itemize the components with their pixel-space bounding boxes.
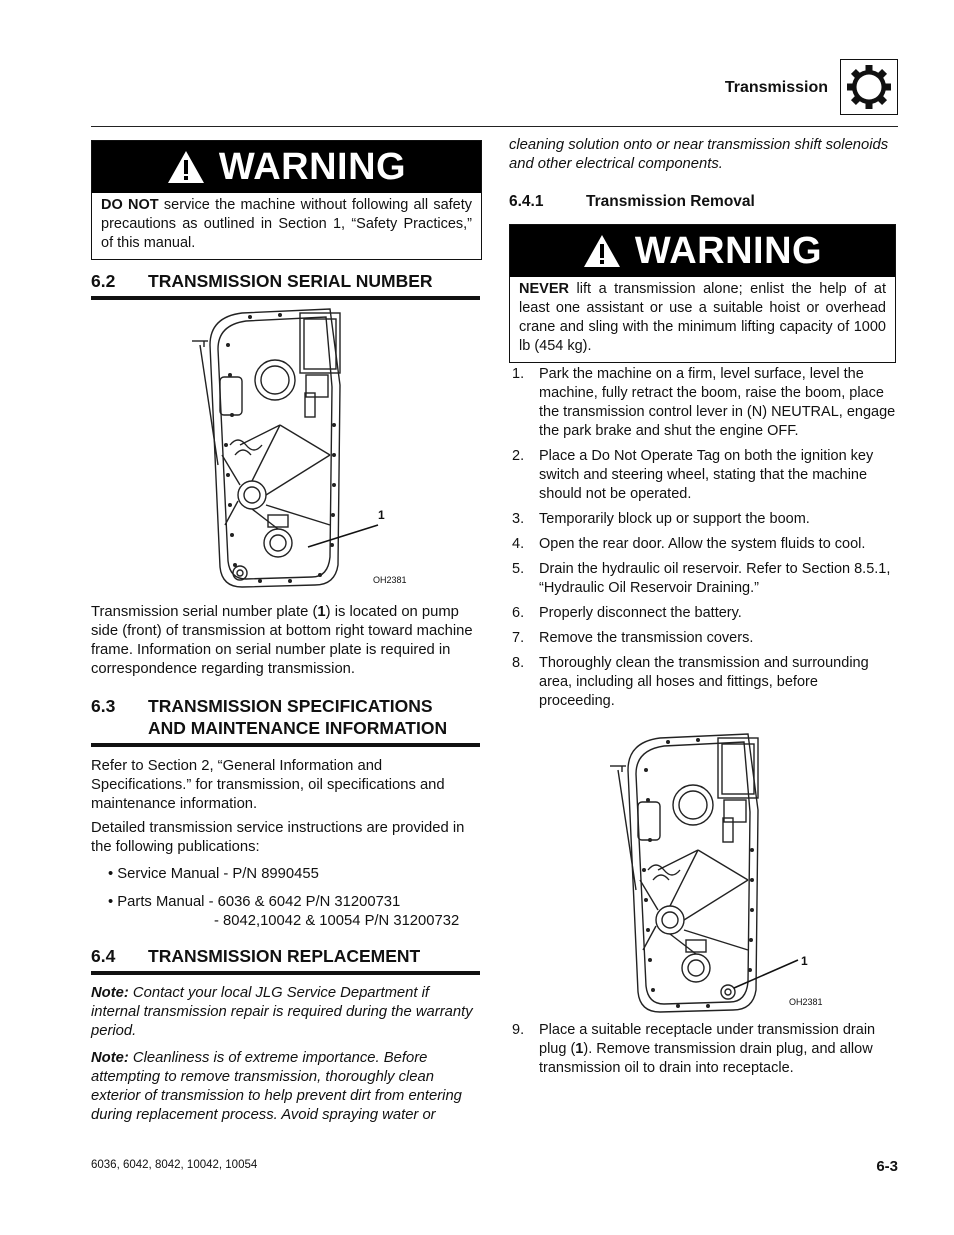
publication-item: • Service Manual - P/N 8990455 [108,866,319,882]
transmission-drawing [598,730,838,1020]
step-item: 2. Place a Do Not Operate Tag on both the ignition key switch and steering wheel, stating that the machine should not be operated. [512,448,874,502]
warning-banner [510,225,895,277]
warning-heading: WARNING [218,145,407,188]
warning-lead: NEVER [519,281,569,297]
note-cleanliness: Note: Cleanliness is of extreme importance. Before attempting to remove transmission, thoroughly clean exterior of transmission to help prevent dirt from entering during replacement process. Avoid spraying water or [91,1050,462,1123]
spec-paragraph-1: Refer to Section 2, “General Information and Specifications.” for transmission, oil specifications and maintenance information. [91,758,445,812]
footer-models: 6036, 6042, 8042, 10042, 10054 [91,1159,258,1171]
section-title: TRANSMISSION REPLACEMENT [148,946,421,966]
section-heading-6-2 [91,270,480,300]
transmission-drawing [180,305,420,595]
transmission-figure-2 [598,730,838,1020]
section-number: 6.4 [91,946,116,966]
note-cleanliness-continued: cleaning solution onto or near transmission shift solenoids and other electrical components. [509,137,889,172]
figure-callout-1: 1 [378,508,385,522]
section-title: TRANSMISSION SERIAL NUMBER [148,271,433,291]
figure-code: OH2381 [373,575,407,585]
warning-lead: DO NOT [101,197,159,213]
step-item: 1. Park the machine on a firm, level surface, level the machine, fully retract the boom, raise the boom, place the transmission control lever in (N) NEUTRAL, engage the park brake and shut the engine OFF. [512,366,896,439]
spec-paragraph-2: Detailed transmission service instructions are provided in the following publications: [91,820,465,855]
warning-triangle-icon [583,234,621,268]
warning-text [510,277,895,362]
header-rule [91,126,898,127]
step-item: 3. Temporarily block up or support the boom. [512,511,810,527]
publication-item: • Parts Manual - 6036 & 6042 P/N 31200731 [108,894,401,910]
step-item: 8. Thoroughly clean the transmission and surrounding area, including all hoses and fittings, before proceeding. [512,655,869,709]
step-item: 4. Open the rear door. Allow the system fluids to cool. [512,536,866,552]
step-item: 7. Remove the transmission covers. [512,630,754,646]
publication-list [108,865,459,931]
warning-heading: WARNING [634,229,823,272]
warning-triangle-icon [167,150,205,184]
warning-text [92,193,481,259]
warning-body: lift a transmission alone; enlist the help of at least one assistant or use a suitable hoist or overhead crane and sling with the minimum lifting capacity of 1000 lb (454 kg). [519,281,886,354]
section-heading-6-4 [91,945,480,975]
section-number: 6.3 [91,696,116,716]
warning-body: service the machine without following all safety precautions as outlined in Section 1, “Safety Practices,” of this manual. [101,197,472,251]
warning-box-lifting [509,224,896,363]
warning-banner [92,141,481,193]
publication-item-cont: - 8042,10042 & 10054 P/N 31200732 [214,913,460,929]
figure-callout-1: 1 [801,954,808,968]
warning-box-safety [91,140,482,260]
section-number: 6.2 [91,271,116,291]
removal-steps [512,365,896,717]
page-number: 6-3 [876,1158,898,1175]
removal-step-9: 9. Place a suitable receptacle under transmission drain plug (1). Remove transmission drain plug, and allow transmission oil to drain into receptacle. [512,1022,876,1076]
step-item: 6. Properly disconnect the battery. [512,605,742,621]
note-warranty: Note: Contact your local JLG Service Department if internal transmission repair is required during the warranty period. [91,985,473,1039]
subsection-heading-6-4-1: 6.4.1 Transmission Removal [509,193,755,210]
step-item: 5. Drain the hydraulic oil reservoir. Refer to Section 8.5.1, “Hydraulic Oil Reservoir Draining.” [512,561,891,596]
running-header-title: Transmission [724,79,828,96]
section-heading-6-3: 6.3 TRANSMISSION SPECIFICATIONS AND MAINTENANCE INFORMATION [91,695,480,747]
figure-code: OH2381 [789,997,823,1007]
serial-number-paragraph: Transmission serial number plate (1) is located on pump side (front) of transmission at bottom right toward machine frame. Information on serial number plate is required in correspondence regarding transmission. [91,604,473,677]
gear-icon [840,59,898,115]
transmission-figure-1 [180,305,420,595]
